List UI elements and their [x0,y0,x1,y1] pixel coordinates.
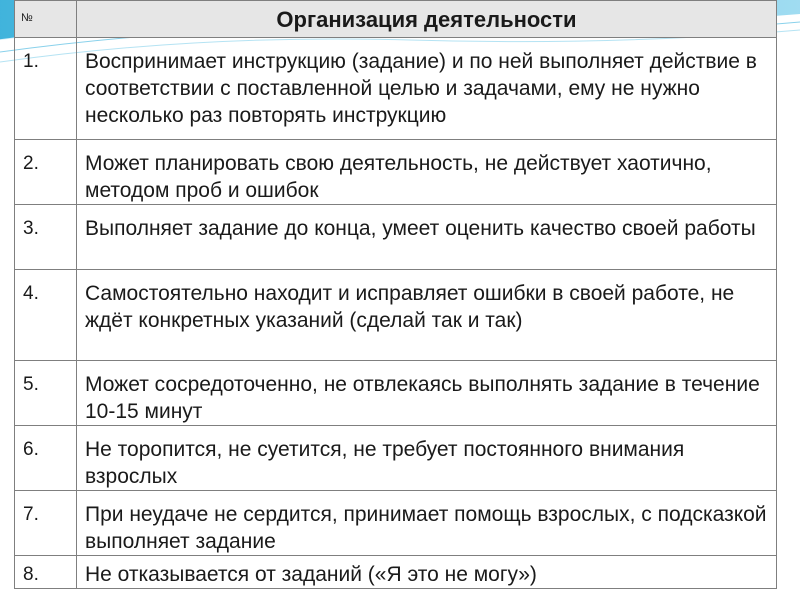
row-text: Не торопится, не суетится, не требует постоянного внимания взрослых [77,426,777,491]
row-number: 1. [15,38,77,140]
row-number: 2. [15,140,77,205]
table-row [15,205,777,270]
header-title: Организация деятельности [77,1,777,38]
header-number: № [15,1,77,38]
row-number: 5. [15,361,77,426]
table-row [15,426,777,491]
table-row [15,270,777,361]
table-header-row [15,1,777,38]
table-row [15,491,777,556]
row-number: 4. [15,270,77,361]
row-text: Выполняет задание до конца, умеет оценить качество своей работы [77,205,777,270]
row-text: Может планировать свою деятельность, не действует хаотично, методом проб и ошибок [77,140,777,205]
row-text: Воспринимает инструкцию (задание) и по ней выполняет действие в соответствии с поставленной целью и задачами, ему не нужно несколько раз повторять инструкцию [77,38,777,140]
row-text: Не отказывается от заданий («Я это не могу») [77,556,777,589]
row-number: 3. [15,205,77,270]
row-text: Самостоятельно находит и исправляет ошибки в своей работе, не ждёт конкретных указаний (сделай так и так) [77,270,777,361]
row-text: При неудаче не сердится, принимает помощь взрослых, с подсказкой выполняет задание [77,491,777,556]
table-row [15,38,777,140]
table-row [15,140,777,205]
row-number: 6. [15,426,77,491]
criteria-table [14,0,777,589]
criteria-table-container [14,0,776,586]
row-text: Может сосредоточенно, не отвлекаясь выполнять задание в течение 10-15 минут [77,361,777,426]
table-row [15,361,777,426]
row-number: 7. [15,491,77,556]
row-number: 8. [15,556,77,589]
table-row [15,556,777,589]
